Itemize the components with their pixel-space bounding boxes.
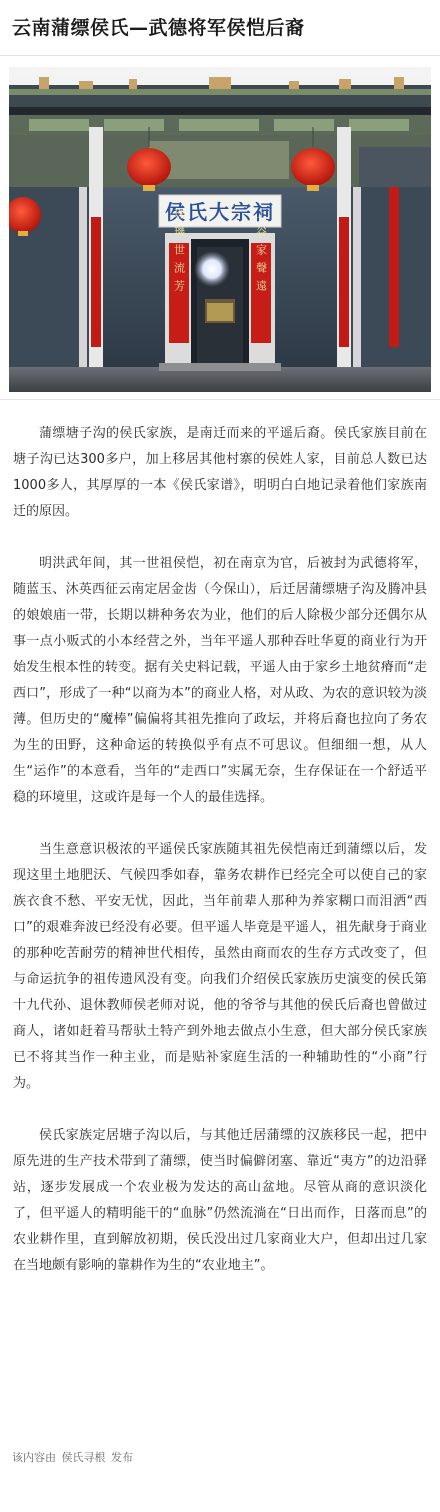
article-body: [13, 421, 427, 1279]
paragraph: 明洪武年间，其一世祖侯恺，初在南京为官，后被封为武德将军，随蓝玉、沐英西征云南定居金齿（今保山），后迁居蒲缥塘子沟及腾冲县的娘娘庙一带，长期以耕种务农为业，他们的后人除极少部分还偶尔从事一点小贩式的小本经营之外，当年平遥人那种吞吐华夏的商业行为开始发生根本性的转变。据有关史料记载，平遥人由于家乡土地贫瘠而“走西口”，形成了一种“以商为本”的商业人格，对从政、为农的意识较为淡薄。但历史的“魔棒”偏偏将其祖先推向了政坛，并将后裔也拉向了务农为生的田野，这种命运的转换似乎有点不可思议。但细细一想，从人生“运作”的本意看，当年的“走西口”实属无奈，生存保证在一个舒适平稳的环境里，这或许是每一个人的最佳选择。: [13, 556, 427, 805]
photo-container: [0, 57, 440, 400]
footer-author-link[interactable]: 侯氏寻根: [61, 1451, 106, 1464]
paragraph: 侯氏家族定居塘子沟以后，与其他迁居蒲缥的汉族移民一起，把中原先进的生产技术带到了蒲缥，使当时偏僻闭塞、靠近“夷方”的边沿驿站，逐步发展成一个农业极为发达的高山盆地。尽管从商的意识淡化了，但平遥人的精明能干的“血脉”仍然流淌在“日出而作，日落而息”的农业耕作里，直到解放初期，侯氏没出过几家商业大户，但却出过几家在当地颇有影响的靠耕作为生的“农业地主”。: [13, 1128, 427, 1273]
article-title: 云南蒲缥侯氏—武德将军侯恺后裔: [12, 17, 305, 39]
title-bar: [0, 0, 440, 56]
plaque-text: 侯氏大宗祠: [165, 200, 275, 224]
footer-prefix: 该内容由: [12, 1451, 56, 1464]
ancestral-hall-photo[interactable]: [9, 67, 431, 392]
couplet-left-text: 珠璣世流芳: [172, 208, 186, 298]
couplet-right-text: 上谷家聲遠: [254, 208, 268, 298]
paragraph: 当生意意识极浓的平遥侯氏家族随其祖先侯恺南迁到蒲缥以后，发现这里土地肥沃、气候四季如春，靠务农耕作已经完全可以使自己的家族衣食不愁、平安无忧，因此，当年前辈人那种为养家糊口而泪洒“西口”的艰难奔波已经没有必要。但平遥人毕竟是平遥人，祖先献身于商业的那种吃苦耐劳的精神世代相传，虽然由商而农的生存方式改变了，但与命运抗争的祖传遗风没有变。向我们介绍侯氏家族历史演变的侯氏第十九代孙、退休教师侯老师对说，他的爷爷与其他的侯氏后裔也曾做过商人，诸如赶着马帮驮土特产到外地去做点小生意，但大部分侯氏家族已不将其当作一种主业，而是贴补家庭生活的一种辅助性的“小商”行为。: [13, 842, 427, 1091]
paragraph: 蒲缥塘子沟的侯氏家族，是南迁而来的平遥后裔。侯氏家族目前在塘子沟已达300多户，加上移居其他村寨的侯姓人家，目前总人数已达1000多人，其厚厚的一本《侯氏家谱》，明明白白地记录着他们家族南迁的原因。: [13, 426, 427, 519]
article-footer: [12, 1449, 133, 1465]
footer-suffix: 发布: [111, 1451, 133, 1464]
